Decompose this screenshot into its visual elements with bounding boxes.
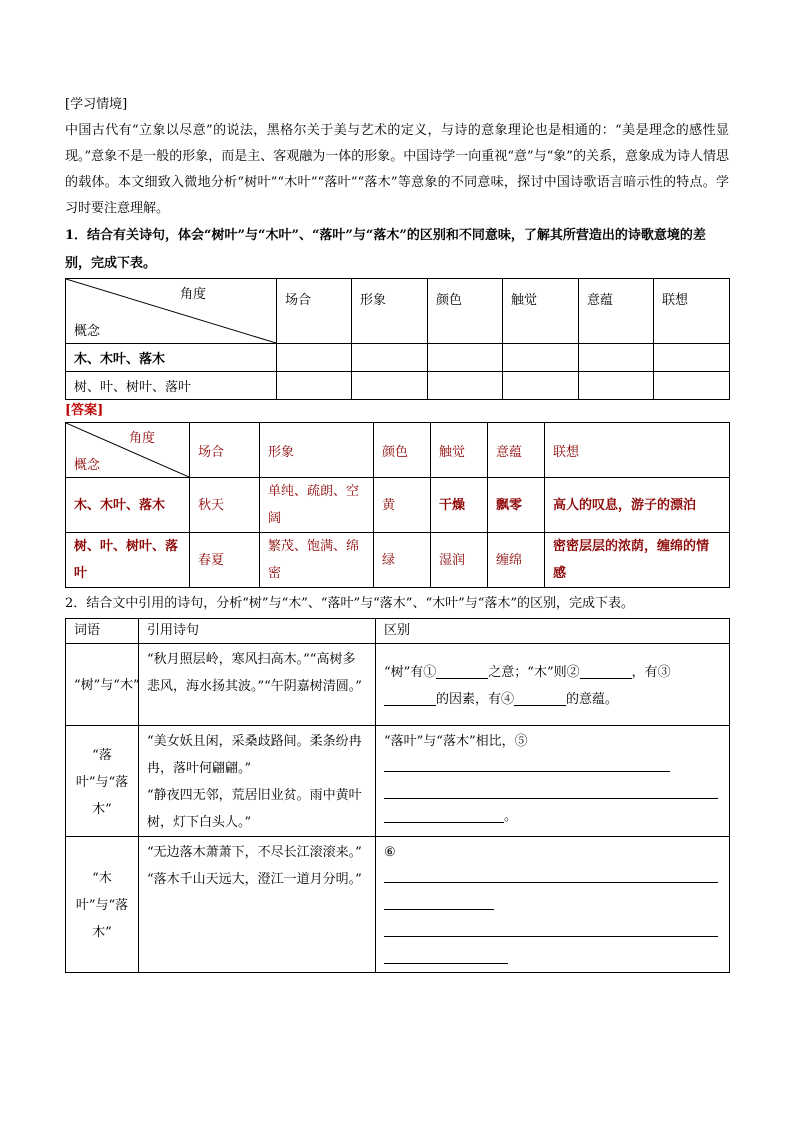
row-label: 木、木叶、落木 xyxy=(66,344,277,372)
question-2: 2．结合文中引用的诗句，分析“树”与“木”、“落叶”与“落木”、“木叶”与“落木”的区别，完成下表。 xyxy=(65,596,635,611)
difference-text: “落叶”与“落木”相比，⑤ xyxy=(384,734,528,749)
difference-text: 的意蕴。 xyxy=(566,691,619,707)
section-tag: [学习情境] xyxy=(65,97,128,112)
answer-value: 密密层层的浓荫，缠绵的情感 xyxy=(545,533,730,588)
word-pair: “落叶”与“落木” xyxy=(66,726,139,837)
column-header: 场合 xyxy=(277,279,352,344)
answer-cell[interactable] xyxy=(654,372,730,400)
answer-cell[interactable] xyxy=(579,372,654,400)
word-pair: “木叶”与“落木” xyxy=(66,837,139,973)
answer-cell[interactable] xyxy=(579,344,654,372)
column-header: 颜色 xyxy=(428,279,503,344)
blank-1[interactable] xyxy=(436,662,488,679)
table-question-1 xyxy=(65,278,730,400)
column-header: 联想 xyxy=(545,423,730,478)
poem-line: “无边落木萧萧下，不尽长江滚滚来。” xyxy=(147,845,362,860)
answer-value: 干燥 xyxy=(431,478,488,533)
answer-line[interactable] xyxy=(384,782,718,799)
answer-cell[interactable] xyxy=(428,344,503,372)
blank-3[interactable] xyxy=(384,689,436,706)
column-header: 区别 xyxy=(376,619,730,644)
column-header: 触觉 xyxy=(503,279,579,344)
answer-tag: [答案] xyxy=(65,403,104,418)
column-header: 形象 xyxy=(260,423,374,478)
difference-text: ，有③ xyxy=(631,664,671,680)
column-header: 触觉 xyxy=(431,423,488,478)
difference-text: 的因素，有④ xyxy=(436,691,515,707)
row-label: 树、叶、树叶、落叶 xyxy=(66,372,277,400)
diag-top-label: 角度 xyxy=(128,431,155,446)
answer-cell[interactable] xyxy=(503,372,579,400)
poem-line: “落木千山天远大，澄江一道月分明。” xyxy=(147,872,362,887)
answer-cell[interactable] xyxy=(503,344,579,372)
row-label: 木、木叶、落木 xyxy=(66,478,190,533)
blank-2[interactable] xyxy=(580,662,632,679)
word-pair: “树”与“木” xyxy=(66,644,139,726)
answer-value: 繁茂、饱满、绵密 xyxy=(260,533,374,588)
answer-line[interactable] xyxy=(384,893,494,910)
column-header: 意蕴 xyxy=(579,279,654,344)
column-header: 颜色 xyxy=(374,423,431,478)
answer-cell[interactable] xyxy=(352,372,428,400)
cited-poem xyxy=(139,726,376,837)
answer-value: 缠绵 xyxy=(488,533,545,588)
diagonal-header-cell xyxy=(66,423,190,478)
poem-line: “美女妖且闲，采桑歧路间。柔条纷冉冉，落叶何翩翩。” xyxy=(147,734,362,776)
answer-value: 秋天 xyxy=(190,478,260,533)
poem-line: “静夜四无邻，荒居旧业贫。雨中黄叶树，灯下白头人。” xyxy=(147,788,362,830)
diag-top-label: 角度 xyxy=(179,287,206,302)
column-header: 词语 xyxy=(66,619,139,644)
column-header: 意蕴 xyxy=(488,423,545,478)
answer-cell[interactable] xyxy=(277,344,352,372)
difference-cell xyxy=(376,726,730,837)
answer-line[interactable] xyxy=(384,920,718,937)
answer-cell[interactable] xyxy=(352,344,428,372)
answer-cell[interactable] xyxy=(428,372,503,400)
table-question-2 xyxy=(65,618,730,973)
answer-line[interactable] xyxy=(384,755,670,772)
difference-text: 之意；“木”则② xyxy=(488,664,580,680)
column-header: 联想 xyxy=(654,279,730,344)
answer-cell[interactable] xyxy=(654,344,730,372)
question-1: 1．结合有关诗句，体会“树叶”与“木叶”、“落叶”与“落木”的区别和不同意味，了解其所营造出的诗歌意境的差别，完成下表。 xyxy=(65,228,706,271)
answer-value: 湿润 xyxy=(431,533,488,588)
difference-text: ⑥ xyxy=(384,845,396,860)
answer-value: 飘零 xyxy=(488,478,545,533)
answer-line[interactable] xyxy=(384,806,504,823)
intro-paragraph: 中国古代有“立象以尽意”的说法，黑格尔关于美与艺术的定义，与诗的意象理论也是相通的：“美是理念的感性显现。”意象不是一般的形象，而是主、客观融为一体的形象。中国诗学一向重视“意”与“象”的关系，意象成为诗人情思的载体。本文细致入微地分析“树叶”“木叶”“落叶”“落木”等意象的不同意味，探讨中国诗歌语言暗示性的特点。学习时要注意理解。 xyxy=(65,123,729,216)
table-answer xyxy=(65,422,730,588)
answer-value: 春夏 xyxy=(190,533,260,588)
diagonal-header-cell xyxy=(66,279,277,344)
answer-value: 高人的叹息，游子的漂泊 xyxy=(545,478,730,533)
difference-cell xyxy=(376,644,730,726)
answer-cell[interactable] xyxy=(277,372,352,400)
blank-4[interactable] xyxy=(514,689,566,706)
difference-text: “树”有① xyxy=(384,664,437,680)
answer-value: 单纯、疏朗、空阔 xyxy=(260,478,374,533)
cited-poem xyxy=(139,837,376,973)
row-label: 树、叶、树叶、落叶 xyxy=(66,533,190,588)
cited-poem: “秋月照层岭，寒风扫高木。”“高树多悲风，海水扬其波。”“午阴嘉树清圆。” xyxy=(139,644,376,726)
answer-line[interactable] xyxy=(384,947,508,964)
diag-bottom-label: 概念 xyxy=(74,458,101,473)
answer-value: 绿 xyxy=(374,533,431,588)
answer-value: 黄 xyxy=(374,478,431,533)
column-header: 引用诗句 xyxy=(139,619,376,644)
difference-text: 。 xyxy=(504,809,518,824)
diag-bottom-label: 概念 xyxy=(74,324,101,339)
column-header: 形象 xyxy=(352,279,428,344)
column-header: 场合 xyxy=(190,423,260,478)
answer-line[interactable] xyxy=(384,866,718,883)
worksheet-page xyxy=(65,92,729,973)
difference-cell xyxy=(376,837,730,973)
